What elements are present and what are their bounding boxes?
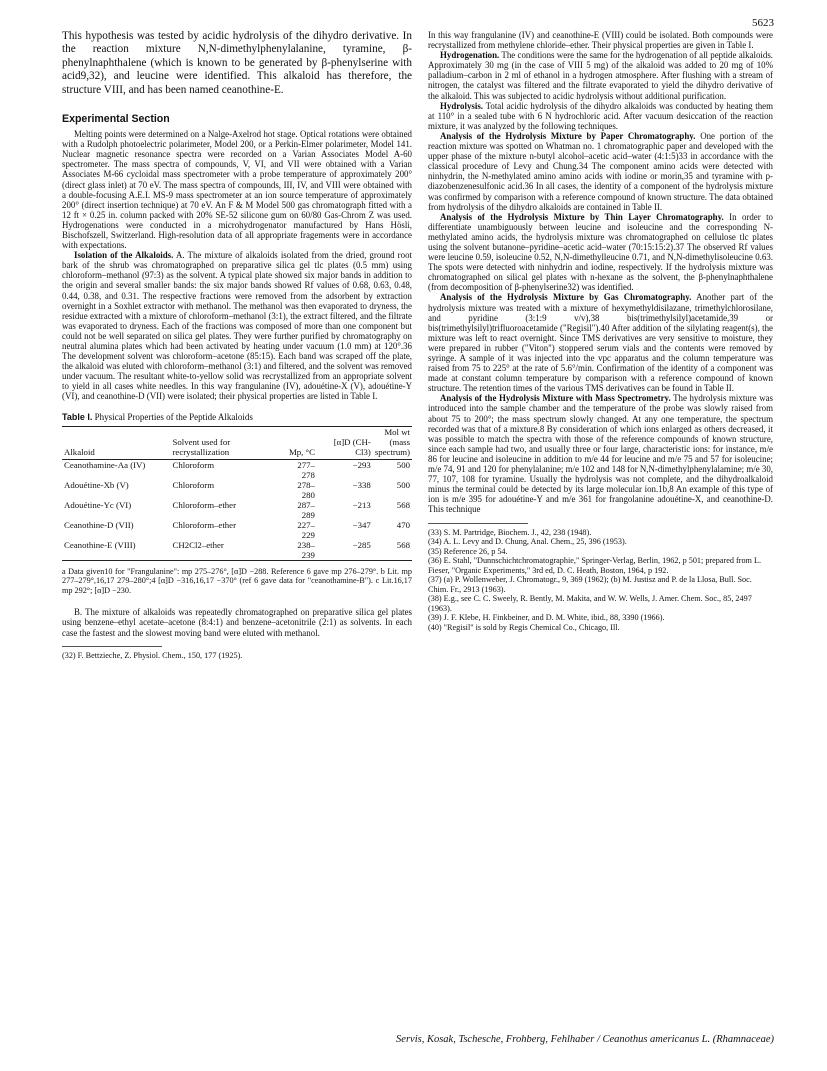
reference-item: (39) J. F. Klebe, H. Finkbeiner, and D. M. White, ibid., 88, 3390 (1966). xyxy=(428,613,665,622)
table-caption xyxy=(62,412,412,422)
right-intro-paragraph: In this way frangulanine (IV) and ceanothine-E (VIII) could be isolated. Both compounds were recrystallized from methylene chloride–ether. Their physical properties are given in Table I. xyxy=(428,30,773,51)
paper-chromatography-paragraph xyxy=(428,131,773,212)
gas-chromatography-paragraph xyxy=(428,292,773,393)
table-row xyxy=(62,459,412,480)
cell-solvent: Chloroform–ether xyxy=(172,499,237,510)
cell-mp: 278–280 xyxy=(297,479,315,500)
cell-mp: 238–239 xyxy=(297,539,315,560)
cell-mol-wt: 470 xyxy=(396,519,410,530)
gas-chromatography-text: Another part of the hydrolysis mixture was treated with a mixture of hexymethyldisilazane, trimethylchlorosilane, and pyridine (3:1:9 v/v),38 bis(trimethylsilyl)acetamide,39 or bis(trimethylsilyl)trifluoroacetamide ("Regisil").40 After addition of the silylating reagent(s), the mixture was left to react overnight. Since TMS derivatives are very sensitive to moisture, they were prepared in rubber ("Viton") stoppered serum vials and the contents were removed by syringe. A sample of it was injected into the vpc apparatus and the column temperature was raised from 75 to 225° at the rate of 5.6°/min. Confirmation of the identity of a component was made at constant column temperature by comparison with a reference compound of known structure. The retention times of the various TMS derivatives can be found in Table II. xyxy=(428,292,773,394)
right-column xyxy=(428,30,773,632)
cell-solvent: Chloroform xyxy=(172,479,215,490)
tlc-heading: Analysis of the Hydrolysis Mixture by Thin Layer Chromatography. xyxy=(440,211,724,222)
cell-alkaloid: Adouétine-Xb (V) xyxy=(64,479,129,490)
cell-solvent: Chloroform–ether xyxy=(172,519,237,530)
isolation-a-text: A. The mixture of alkaloids isolated from the dried, ground root bark of the shrub was chromatographed on preparative silica gel tlc plates (0.5 mm) using chloroform–methanol (97:3) as the solvent. A typical plate showed six major bands in addition to the origin and several smaller bands: the six major bands showed Rf values of 0.68, 0.63, 0.48, 0.44, 0.38, and 0.31. The respective fractions were removed from the adsorbent by extraction overnight in a Soxhlet extractor with methanol. The methanol was then evaporated to dryness, the residue extracted with a mixture of chloroform–methanol (3:1), the extract filtered, and the filtrate was evaporated to dryness. Each of the fractions was composed of more than one component but could not be well separated on silica gel plates. They were further purified by chromatography on neutral alumina plates which had been activated by heating under vacuum (1.0 mm) at 120°.36 The development solvent was chloroform–acetone (85:15). Each band was scraped off the plate, the alkaloid was eluted with chloroform–methanol (3:1) and filtered, and the solvent was removed under vacuum. The resultant white-to-yellow solid was recrystallized from an appropriate solvent to yield in all cases white needles. In this way frangulanine (IV), adouétine-X (V), adouétine-Y (VI), and ceanothine-D (VII) were isolated; their physical properties are listed in Table I. xyxy=(62,250,412,402)
cell-alkaloid: Adouétine-Yc (VI) xyxy=(64,499,132,510)
intro-paragraph: This hypothesis was tested by acidic hydrolysis of the dihydro derivative. In the reaction mixture N,N-dimethylphenylalanine, tyramine, β-phenylnaphthalene (which is known to be generated by β-phenylserine with acid9,32), and leucine were identified. This alkaloid has therefore, the structure VIII, and has been named ceanothine-E. xyxy=(62,30,412,96)
column-header-rotation: [α]D (CH-Cl3) xyxy=(317,426,373,459)
cell-mp: 227–229 xyxy=(297,519,315,540)
isolation-paragraph-b: B. The mixture of alkaloids was repeatedly chromatographed on preparative silica gel plates using benzene–ethyl acetate–acetone (8:4:1) and benzene–acetonitrile (2:1) as solvents. In each case the fastest and the slowest moving band were eluted with methanol. xyxy=(62,607,412,638)
reference-item: (38) E.g., see C. C. Sweely, R. Bently, M. Makita, and W. W. Wells, J. Amer. Chem. Soc., 85, 2497 (1963). xyxy=(428,594,752,613)
cell-alkaloid: Ceanothine-D (VII) xyxy=(64,519,134,530)
isolation-heading: Isolation of the Alkaloids. xyxy=(74,250,174,261)
table-label: Table I. xyxy=(62,411,93,422)
footnote-separator xyxy=(428,523,528,524)
cell-mp: 287–289 xyxy=(297,499,315,520)
hydrogenation-heading: Hydrogenation. xyxy=(440,50,500,61)
page-number: 5623 xyxy=(752,17,774,29)
cell-mol-wt: 568 xyxy=(396,499,410,510)
paper-chromatography-text: One portion of the reaction mixture was spotted on Whatman no. 1 chromatographic paper and developed with the upper phase of the mixture n-butyl alcohol–acetic acid–water (4:1:5)33 in accordance with the classical procedure of Levy and Chung.34 The component amino acids were detected with ninhydrin, the N-methylated amino amino acids with iodine or morin,35 and tyramine with p-diazobenzenesulfonic acid.36 In all cases, the identity of a component of the hydrolysis mixture was confirmed by comparison with a reference compound of known structure. The data obtained from hydrolysis of the dihydro alkaloids are contained in Table II. xyxy=(428,130,773,212)
mass-spectrometry-paragraph xyxy=(428,393,773,514)
column-header-solvent: Solvent used for recrystallization xyxy=(171,426,283,459)
tlc-paragraph xyxy=(428,212,773,293)
table-row xyxy=(62,540,412,561)
mass-spectrometry-heading: Analysis of the Hydrolysis Mixture with Mass Spectrometry. xyxy=(440,393,671,404)
hydrolysis-paragraph xyxy=(428,101,773,131)
table-row xyxy=(62,480,412,500)
cell-mol-wt: 500 xyxy=(396,459,410,470)
isolation-paragraph-a xyxy=(62,250,412,401)
cell-rotation: −293 xyxy=(352,459,371,470)
table-footnotes: a Data given10 for "Frangulanine": mp 275–276°, [α]D −288. Reference 6 gave mp 276–279°. b Lit. mp 277–279°,16,17 279–280°;4 [α]D −316,16,17 −370° (ref 6 gave data for "ceanothamine-B"). c Lit.16,17 mp 292°; [α]D −230. xyxy=(62,566,412,595)
cell-solvent: CH2Cl2–ether xyxy=(172,539,224,550)
reference-item: (33) S. M. Partridge, Biochem. J., 42, 238 (1948). xyxy=(428,527,592,537)
table-row xyxy=(62,500,412,520)
reference-item: (35) Reference 26, p 54. xyxy=(428,546,508,556)
running-footer: Servis, Kosak, Tschesche, Frohberg, Fehlhaber / Ceanothus americanus L. (Rhamnaceae) xyxy=(396,1034,774,1045)
hydrolysis-heading: Hydrolysis. xyxy=(440,100,483,111)
cell-rotation: −347 xyxy=(352,519,371,530)
reference-item: (36) E. Stahl, "Dunnschichtchromatographie," Springer-Verlag, Berlin, 1962, p 501; prepared from L. Fieser, "Organic Experiments," 3rd ed, D. C. Heath, Boston, 1964, p 192. xyxy=(428,556,762,575)
reference-32: (32) F. Bettzieche, Z. Physiol. Chem., 150, 177 (1925). xyxy=(62,650,243,660)
cell-solvent: Chloroform xyxy=(172,459,215,470)
footnote-separator xyxy=(62,646,162,647)
reference-item: (37) (a) P. Wollenweber, J. Chromatogr., 9, 369 (1962); (b) M. Justisz and P. de la Llosa, Bull. Soc. Chim. Fr., 2913 (1963). xyxy=(428,575,752,594)
tlc-text: In order to differentiate unambiguously between leucine and isoleucine and the corresponding N-methylated amino acids, the hydrolysis mixture was chromatographed on cellulose tlc plates using the solvent butanone–pyridine–acetic acid–water (70:15:15:2).37 The observed Rf values were leucine 0.59, isoleucine 0.52, N,N-dimethylleucine 0.71, and N,N-dimethylisoleucine 0.63. The spots were detected with ninhydrin and iodine, respectively. If the hydrolysis mixture was chromatographed on silical gel plates with n-hexane as the solvent, the β-phenylnaphthalene (from decomposition of β-phenylserine32) was identified. xyxy=(428,211,773,293)
reference-item: (34) A. L. Levy and D. Chung, Anal. Chem., 25, 396 (1953). xyxy=(428,537,627,546)
properties-table xyxy=(62,426,412,561)
table-header-row xyxy=(62,426,412,459)
cell-rotation: −338 xyxy=(352,479,371,490)
cell-mp: 277–278 xyxy=(297,459,315,480)
reference-item: (40) "Regisil" is sold by Regis Chemical Co., Chicago, Ill. xyxy=(428,622,620,632)
cell-mol-wt: 568 xyxy=(396,539,410,550)
cell-mol-wt: 500 xyxy=(396,479,410,490)
paper-chromatography-heading: Analysis of the Hydrolysis Mixture by Paper Chromatography. xyxy=(440,130,696,141)
cell-rotation: −213 xyxy=(352,499,371,510)
melting-point-paragraph: Melting points were determined on a Nalge-Axelrod hot stage. Optical rotations were obtained with a Rudolph photoelectric polarimeter, Model 200, or a Perkin-Elmer polarimeter, Model 141. Nuclear magnetic resonance spectra were recorded on a Varian Associates Model A-60 spectrometer. The mass spectra of compounds, V, VI, and VII were obtained with a Varian Associates M-66 cycloidal mass spectrometer with a probe temperature of approximately 200° (direct glass inlet) at 70 eV. The mass spectra of compounds, III, IV, and VIII were obtained with a double-focusing A.E.I. MS-9 mass spectrometer at an ion source temperature of approximately 200° (direct insertion technique) at 70 eV. An F & M Model 500 gas chromatograph fitted with a 12 ft × 0.25 in. column packed with 20% SE-52 silicone gum on 60/80 Gas-Chrom Z was used. Hydrogenations were conducted in a microhydrogenator manufactured by Hans Hösli, Bischofszell, Switzerland. High-resolution data of all appropriate fragements were in accordance with expectations. xyxy=(62,129,412,251)
cell-rotation: −285 xyxy=(352,539,371,550)
cell-alkaloid: Ceanothine-E (VIII) xyxy=(64,539,136,550)
left-column xyxy=(62,30,412,660)
hydrolysis-text: Total acidic hydrolysis of the dihydro alkaloids was conducted by heating them at 110° in a sealed tube with 6 N hydrochloric acid. After vacuum desiccation of the reaction mixture, it was analyzed by the following techniques. xyxy=(428,100,773,131)
column-header-mol-wt: Mol wt (mass spectrum) xyxy=(373,426,412,459)
table-title: Physical Properties of the Peptide Alkaloids xyxy=(94,411,253,422)
mass-spectrometry-text: The hydrolysis mixture was introduced into the sample chamber and the temperature of the probe was slowly raised from about 75 to 200°; the mass spectrum slowly changed. At any one temperature, the spectrum recorded was that of a mixture.8 By consideration of which ions enlarged as others decreased, it was possible to match the spectra with those of the reference compounds of known structure, since each sample had two, and usually three or four large, characteristic ions: for instance, m/e 86 for leucine and isoleucine in addition to m/e 44 for leucine and m/e 75 and 57 for isoleucine; m/e 74, 91 and 120 for phenylalanine; m/e 102 and 148 for N,N-dimethylphenylalamine; m/e 30, 77, 107, 108 for tyramine. Usually the hydrolysis was not complete, and the dihydroalkaloid minus the terminal could be detected by its large molecular ion.1b,8 An example of this type of ion is m/e 395 for adouétine-Y and m/e 361 for frangolanine adouétine-X, and ceanothine-D. This technique xyxy=(428,393,773,515)
experimental-section-heading: Experimental Section xyxy=(62,113,170,126)
hydrogenation-paragraph xyxy=(428,50,773,100)
cell-alkaloid: Ceanothamine-Aa (IV) xyxy=(64,459,146,470)
table-row xyxy=(62,520,412,540)
column-header-alkaloid: Alkaloid xyxy=(62,426,171,459)
gas-chromatography-heading: Analysis of the Hydrolysis Mixture by Gas Chromatography. xyxy=(440,292,692,303)
column-header-mp: Mp, °C xyxy=(283,426,317,459)
hydrogenation-text: The conditions were the same for the hydrogenation of all peptide alkaloids. Approximately 30 mg (in the case of VIII 5 mg) of the alkaloid was added to 20 mg of 10% palladium–carbon in 2 ml of ethanol in a hydrogen atmosphere. After flushing with a stream of nitrogen, the catalyst was filtered and the filtrate evaporated to yield the dihydro derivative of the alkaloid. This was subjected to acidic hydrolysis without additional purification. xyxy=(428,50,774,101)
reference-list xyxy=(428,528,773,633)
